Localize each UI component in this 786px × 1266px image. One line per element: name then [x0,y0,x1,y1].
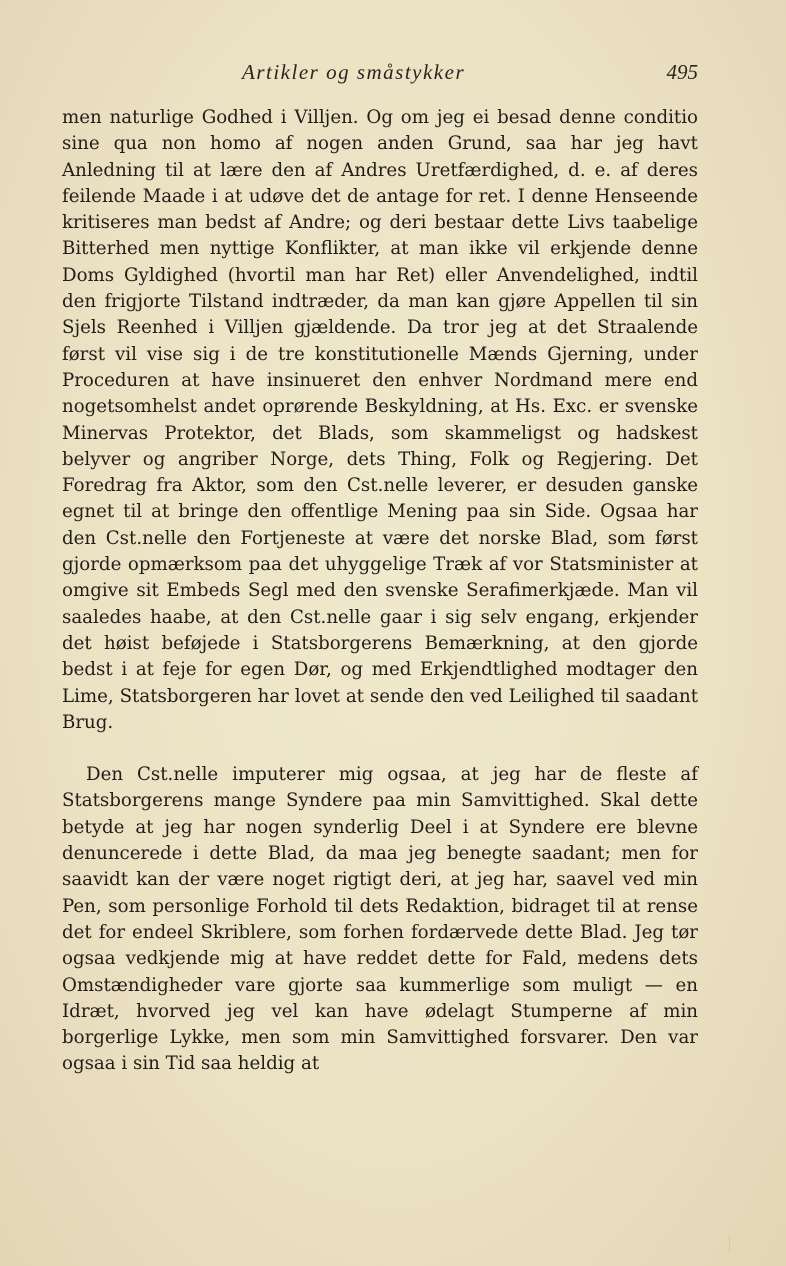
running-title: Artikler og småstykker [242,60,466,84]
body-text [62,105,698,1078]
page-edge-mark [729,1235,730,1253]
page-number: 495 [666,60,698,84]
paragraph: Den Cst.nelle imputerer mig ogsaa, at jeg har de fleste af Statsborgerens mange Syndere paa min Samvittighed. Skal dette betyde at jeg har nogen synderlig Deel i at Syndere ere blevne denuncerede i dette Blad, da maa jeg benegte saadant; men for saavidt kan der være noget rigtigt deri, at jeg har, saavel ved min Pen, som personlige Forhold til dets Redaktion, bidraget til at rense det for endeel Skriblere, som forhen fordærvede dette Blad. Jeg tør ogsaa vedkjende mig at have reddet dette for Fald, medens dets Omstændigheder vare gjorte saa kummerlige som muligt — en Idræt, hvorved jeg vel kan have ødelagt Stumperne af min borgerlige Lykke, men som min Samvittighed forsvarer. Den var ogsaa i sin Tid saa heldig at [62,764,698,1075]
page-header [62,60,698,88]
paragraph: men naturlige Godhed i Villjen. Og om jeg ei besad denne conditio sine qua non homo af nogen anden Grund, saa har jeg havt Anledning til at lære den af Andres Uretfærdighed, d. e. af deres feilende Maade i at udøve det de antage for ret. I denne Henseende kritiseres man bedst af Andre; og deri bestaar dette Livs taabelige Bitterhed men nyttige Konflikter, at man ikke vil erkjende denne Doms Gyldighed (hvortil man har Ret) eller Anvendelighed, indtil den frigjorte Tilstand indtræder, da man kan gjøre Appellen til sin Sjels Reenhed i Villjen gjældende. Da tror jeg at det Straalende først vil vise sig i de tre konstitutionelle Mænds Gjerning, under Proceduren at have insinueret den enhver Nordmand mere end nogetsomhelst andet oprørende Beskyldning, at Hs. Exc. er svenske Minervas Protektor, det Blads, som skammeligst og hadskest belyver og angriber Norge, dets Thing, Folk og Regjering. Det Foredrag fra Aktor, som den Cst.nelle leverer, er desuden ganske egnet til at bringe den offentlige Mening paa sin Side. Ogsaa har den Cst.nelle den Fortjeneste at være det norske Blad, som først gjorde opmærksom paa det uhyggelige Træk af vor Statsminister at omgive sit Embeds Segl med den svenske Serafimerkjæde. Man vil saaledes haabe, at den Cst.nelle gaar i sig selv engang, erkjender det høist beføjede i Statsborgerens Bemærkning, at den gjorde bedst i at feje for egen Dør, og med Erkjendtlighed modtager den Lime, Statsborgeren har lovet at sende den ved Leilighed til saadant Brug. [62,107,698,733]
